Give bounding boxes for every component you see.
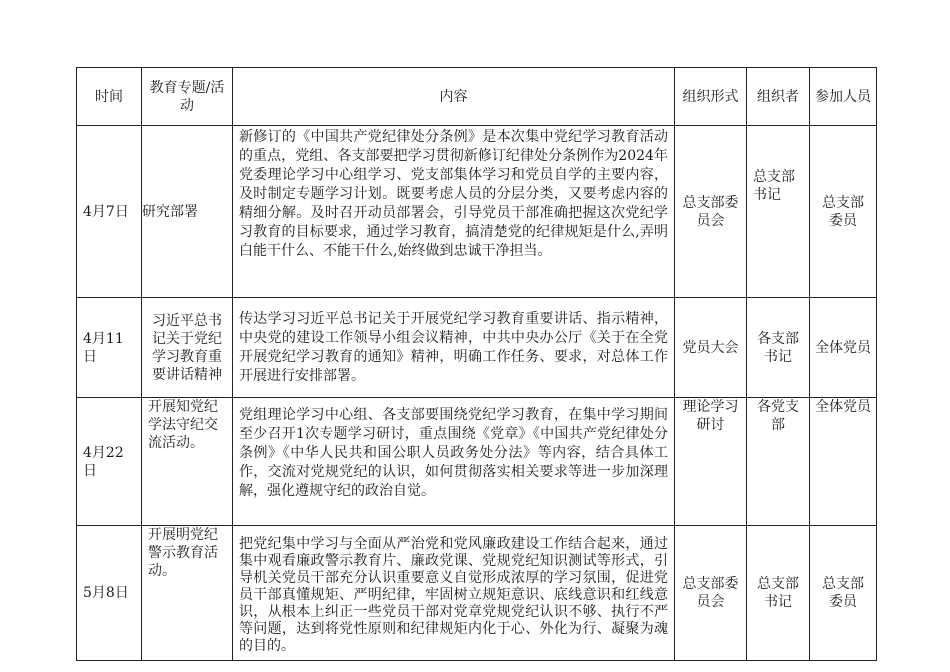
table-row: [77, 526, 877, 661]
cell-organizer: 总支部书记: [747, 126, 810, 298]
header-participants: 参加人员: [810, 68, 877, 126]
cell-form: 理论学习研讨: [675, 398, 747, 526]
cell-topic: 习近平总书记关于党纪学习教育重要讲话精神: [142, 298, 233, 398]
cell-topic: 开展知党纪学法守纪交流活动。: [142, 398, 233, 526]
cell-topic: 开展明党纪警示教育活动。: [142, 526, 233, 661]
header-organizer: 组织者: [747, 68, 810, 126]
cell-organizer: 各支部书记: [747, 298, 810, 398]
table-header-row: [77, 68, 877, 126]
cell-form: 党员大会: [675, 298, 747, 398]
study-plan-table: [76, 67, 877, 661]
cell-content: 党组理论学习中心组、各支部要围绕党纪学习教育，在集中学习期间至少召开1次专题学习研讨，重点围绕《党章》《中国共产党纪律处分条例》《中华人民共和国公职人员政务处分法》等内容，结合具体工作，交流对党规党纪的认识，如何贯彻落实相关要求等进一步加深理解，强化遵规守纪的政治自觉。: [233, 398, 675, 526]
cell-form: 总支部委员会: [675, 526, 747, 661]
cell-organizer: 总支部书记: [747, 526, 810, 661]
cell-time: 4月11日: [77, 298, 142, 398]
cell-participants: 总支部委员: [810, 126, 877, 298]
cell-participants: 全体党员: [810, 298, 877, 398]
table-row: [77, 126, 877, 298]
header-topic: 教育专题/活动: [142, 68, 233, 126]
table-row: [77, 298, 877, 398]
cell-topic: 研究部署: [142, 126, 233, 298]
cell-content: 把党纪集中学习与全面从严治党和党风廉政建设工作结合起来，通过集中观看廉政警示教育片、廉政党课、党规党纪知识测试等形式，引导机关党员干部充分认识重要意义自觉形成浓厚的学习氛围，促进党员干部真懂规矩、严明纪律，牢固树立规矩意识、底线意识和红线意识，从根本上纠正一些党员干部对党章党规党纪认识不够、执行不严等问题，达到将党性原则和纪律规矩内化于心、外化为行、凝聚为魂的目的。: [233, 526, 675, 661]
header-content: 内容: [233, 68, 675, 126]
cell-form: 总支部委员会: [675, 126, 747, 298]
table-row: [77, 398, 877, 526]
cell-content: 传达学习习近平总书记关于开展党纪学习教育重要讲话、指示精神，中央党的建设工作领导小组会议精神，中共中央办公厅《关于在全党开展党纪学习教育的通知》精神，明确工作任务、要求，对总体工作开展进行安排部署。: [233, 298, 675, 398]
cell-organizer: 各党支部: [747, 398, 810, 526]
header-time: 时间: [77, 68, 142, 126]
cell-time: 5月8日: [77, 526, 142, 661]
header-form: 组织形式: [675, 68, 747, 126]
cell-participants: 总支部委员: [810, 526, 877, 661]
cell-time: 4月22日: [77, 398, 142, 526]
cell-time: 4月7日: [77, 126, 142, 298]
cell-participants: 全体党员: [810, 398, 877, 526]
cell-content: 新修订的《中国共产党纪律处分条例》是本次集中党纪学习教育活动的重点，党组、各支部要把学习贯彻新修订纪律处分条例作为2024年党委理论学习中心组学习、党支部集体学习和党员自学的主要内容，及时制定专题学习计划。既要考虑人员的分层分类，又要考虑内容的精细分解。及时召开动员部署会，引导党员干部准确把握这次党纪学习教育的目标要求，通过学习教育，搞清楚党的纪律规矩是什么,弄明白能干什么、不能干什么,始终做到忠诚干净担当。: [233, 126, 675, 298]
